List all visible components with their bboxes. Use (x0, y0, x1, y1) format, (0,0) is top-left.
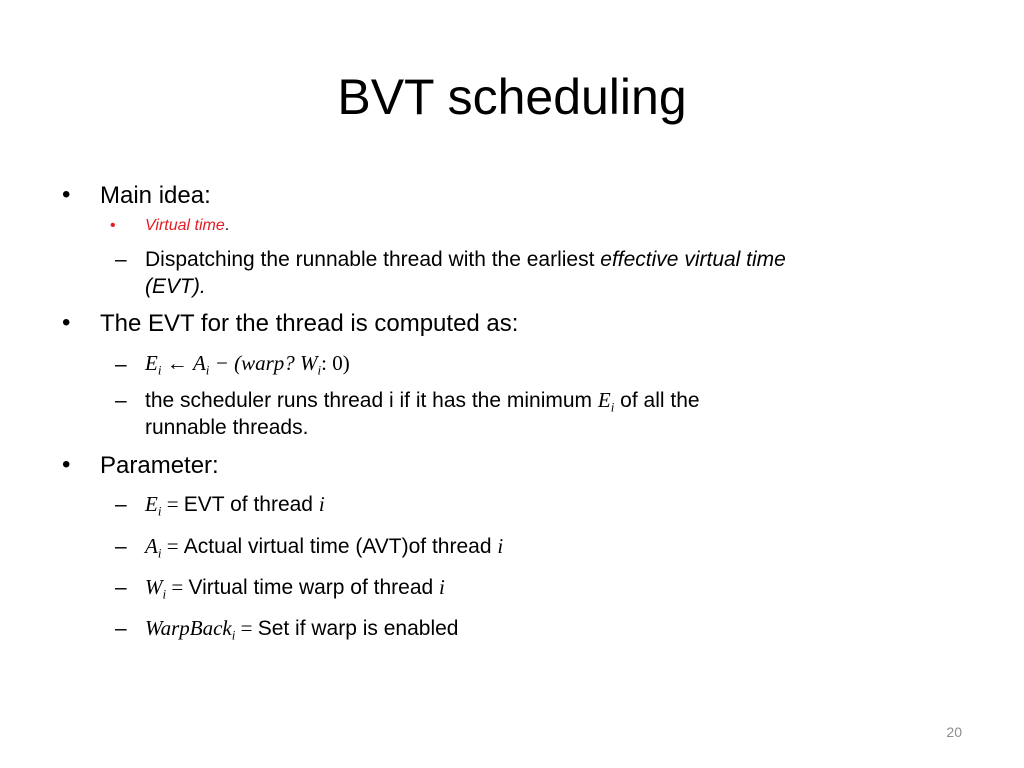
param-symbol-sub: i (157, 545, 162, 561)
param-description: Set if warp is enabled (257, 617, 459, 640)
scheduler-runs-text-2: of all the (614, 389, 700, 412)
param-symbol: WarpBack (145, 616, 232, 640)
param-symbol: W (145, 575, 163, 599)
virtual-time-item (145, 215, 229, 237)
parameter-item (145, 615, 458, 642)
dispatch-evt: (EVT). (145, 275, 206, 298)
dispatch-text: Dispatching the runnable thread with the earliest (145, 248, 601, 271)
formula-warp: − (warp? (209, 351, 300, 375)
parameter-item (145, 574, 445, 601)
param-equals: = (166, 575, 189, 599)
parameter-item (145, 491, 325, 518)
dash-marker: – (115, 353, 127, 376)
dash-marker: – (115, 617, 127, 640)
bullet-marker: • (62, 309, 71, 336)
formula-e-sub: i (157, 362, 162, 378)
param-description: Virtual time warp of thread (188, 576, 440, 599)
param-symbol: A (145, 534, 158, 558)
param-variable: i (318, 492, 325, 516)
scheduler-runs-text: the scheduler runs thread i if it has the minimum (145, 389, 598, 412)
dash-marker: – (115, 389, 127, 412)
main-idea-label: Main idea: (100, 182, 211, 209)
param-equals: = (161, 492, 184, 516)
dispatch-line (145, 246, 786, 273)
evt-label: The EVT for the thread is computed as: (100, 310, 519, 337)
runs-e: E (597, 388, 611, 412)
formula-w: W (300, 351, 318, 375)
formula-a: A (192, 351, 206, 375)
dash-marker: – (115, 493, 127, 516)
param-description: Actual virtual time (AVT)of thread (183, 535, 498, 558)
formula-arrow: ← (161, 351, 193, 375)
slide-title: BVT scheduling (337, 69, 687, 125)
formula-a-sub: i (205, 362, 210, 378)
formula-end: : 0) (321, 351, 350, 375)
bullet-marker: • (62, 181, 71, 208)
param-symbol-sub: i (231, 627, 236, 643)
virtual-time-period: . (224, 217, 230, 234)
dash-marker: – (115, 248, 127, 271)
dispatch-emphasis: effective virtual time (600, 248, 786, 271)
param-symbol: E (145, 492, 158, 516)
scheduler-runs-line (145, 387, 700, 414)
param-variable: i (497, 534, 504, 558)
sub-bullet-marker: • (110, 217, 116, 234)
param-symbol-sub: i (162, 586, 167, 602)
param-description: EVT of thread (183, 493, 319, 516)
virtual-time-text: Virtual time (145, 217, 225, 234)
dash-marker: – (115, 576, 127, 599)
formula-w-sub: i (317, 362, 322, 378)
param-variable: i (439, 575, 445, 599)
page-number: 20 (946, 724, 962, 740)
param-symbol-sub: i (157, 503, 162, 519)
scheduler-runs-continuation: runnable threads. (145, 416, 309, 439)
parameter-label: Parameter: (100, 452, 219, 479)
param-equals: = (161, 534, 184, 558)
bullet-marker: • (62, 451, 71, 478)
parameter-item (145, 533, 503, 560)
formula-e: E (145, 351, 158, 375)
param-equals: = (235, 616, 258, 640)
runs-e-sub: i (610, 399, 615, 415)
dash-marker: – (115, 535, 127, 558)
evt-formula (145, 350, 350, 377)
